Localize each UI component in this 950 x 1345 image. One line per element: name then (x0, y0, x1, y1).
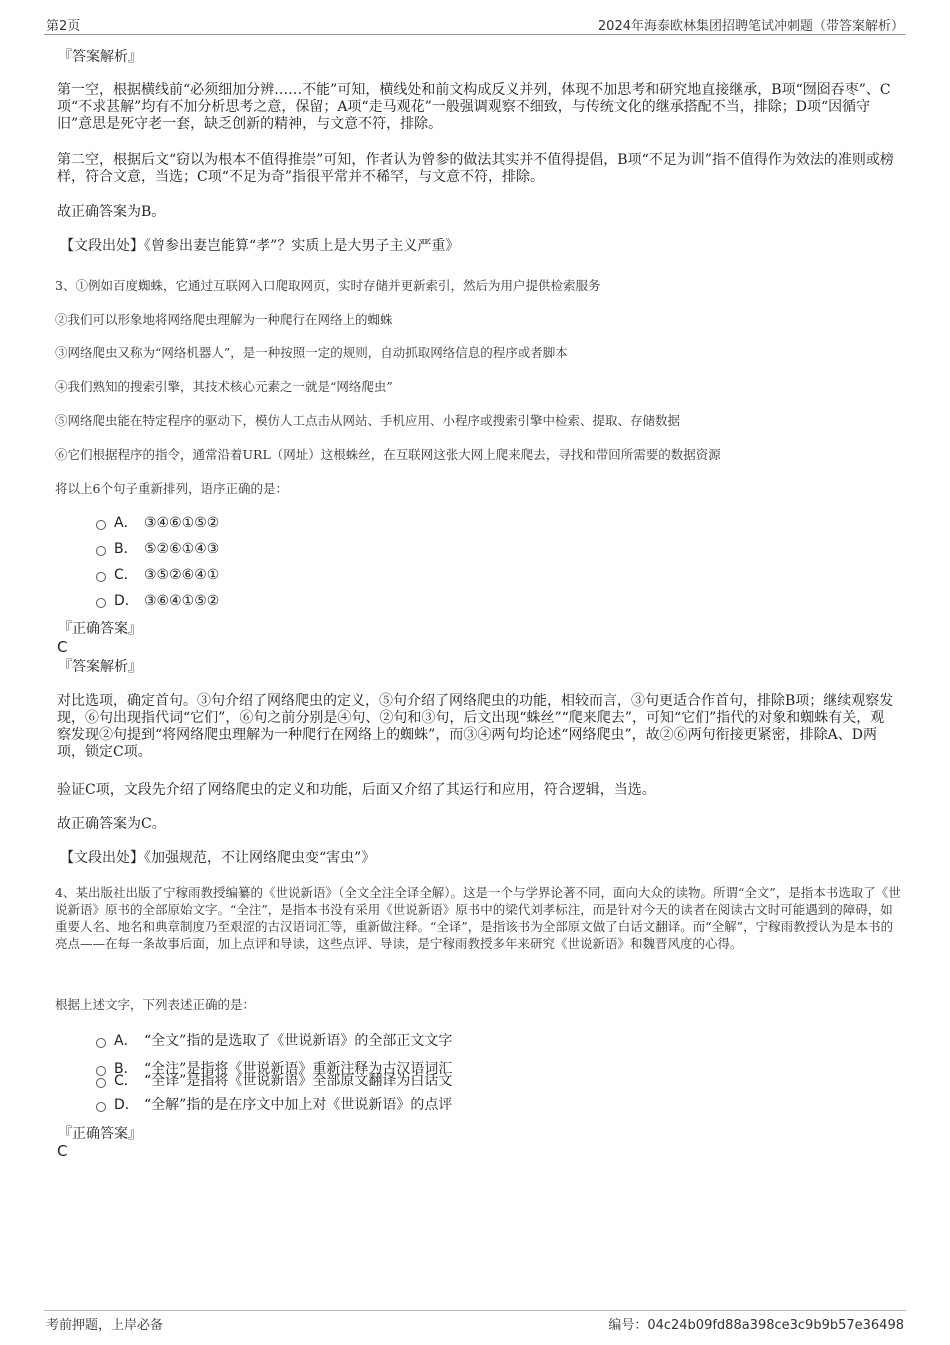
q3-sentence-5: ⑤网络爬虫能在特定程序的驱动下，模仿人工点击从网站、手机应用、小程序或搜索引擎中检索、提取、存储数据 (55, 413, 681, 428)
q3-correct-answer: C (57, 638, 68, 656)
q4-option-c[interactable]: C． “全译”是指将《世说新语》全部原文翻译为白话文 (96, 1072, 452, 1090)
radio-icon[interactable] (96, 546, 106, 556)
q3-analysis-label: 『答案解析』 (58, 659, 142, 675)
q2-analysis-label: 『答案解析』 (58, 49, 142, 65)
q3-sentence-1: 3、①例如百度蜘蛛，它通过互联网入口爬取网页，实时存储并更新索引，然后为用户提供检索服务 (55, 278, 601, 293)
q4-correct-answer: C (57, 1142, 68, 1160)
q3-sentence-6: ⑥它们根据程序的指令，通常沿着URL（网址）这根蛛丝，在互联网这张大网上爬来爬去，寻找和带回所需要的数据资源 (55, 447, 721, 462)
q3-option-a[interactable]: A． ③④⑥①⑤② (96, 514, 219, 532)
q3-prompt: 将以上6个句子重新排列，语序正确的是： (55, 481, 288, 496)
q3-sentence-4: ④我们熟知的搜索引擎，其技术核心元素之一就是“网络爬虫” (55, 379, 393, 394)
q4-passage: 4、某出版社出版了宁稼雨教授编纂的《世说新语》（全文全注全译全解）。这是一个与学界论著不同，面向大众的读物。所谓“全文”，是指本书选取了《世说新语》原书的全部原始文字。“全注”，是指本书没有采用《世说新语》原书中的梁代刘孝标注，而是针对今天的读者在阅读古文时可能遇到的障碍，如重要人名、地名和典章制度乃至艰涩的古汉语词汇等，重新做注释。“全译”，是指该书为全部原文做了白话文翻译。而“全解”，宁稼雨教授认为是本书的亮点——在每一条故事后面，加上点评和导读，这些点评、导读，是宁稼雨教授多年来研究《世说新语》和魏晋风度的心得。 (55, 885, 901, 951)
q4-option-a[interactable]: A． “全文”指的是选取了《世说新语》的全部正文文字 (96, 1032, 452, 1050)
q4-correct-label: 『正确答案』 (58, 1126, 142, 1142)
radio-icon[interactable] (96, 598, 106, 608)
page-header (44, 14, 906, 35)
q3-analysis-para-1: 对比选项，确定首句。③句介绍了网络爬虫的定义，⑤句介绍了网络爬虫的功能，相较而言，③句更适合作首句，排除B项；继续观察发现，⑥句出现指代词“它们”，⑥句之前分别是④句、②句和③句，后文出现“蛛丝”“爬来爬去”，可知“它们”指代的对象和蜘蛛有关，观察发现②句提到“将网络爬虫理解为一种爬行在网络上的蜘蛛”，而③④两句均论述“网络爬虫”，故②⑥两句衔接更紧密，排除A、D两项，锁定C项。 (57, 693, 894, 760)
radio-icon[interactable] (96, 1102, 106, 1112)
q3-option-b[interactable]: B． ⑤②⑥①④③ (96, 540, 219, 558)
radio-icon[interactable] (96, 520, 106, 530)
q3-option-c[interactable]: C． ③⑤②⑥④① (96, 566, 219, 584)
q3-sentence-2: ②我们可以形象地将网络爬虫理解为一种爬行在网络上的蜘蛛 (55, 312, 393, 327)
radio-icon[interactable] (96, 572, 106, 582)
q2-source: 【文段出处】《曾参出妻岂能算“孝”？实质上是大男子主义严重》 (60, 238, 460, 254)
q3-correct-label: 『正确答案』 (58, 621, 142, 637)
radio-icon[interactable] (96, 1078, 106, 1088)
page-number: 第2页 (46, 19, 81, 34)
q4-prompt: 根据上述文字，下列表述正确的是： (55, 997, 256, 1012)
q2-conclusion: 故正确答案为B。 (57, 204, 166, 220)
footer-slogan: 考前押题，上岸必备 (46, 1318, 164, 1333)
radio-icon[interactable] (96, 1038, 106, 1048)
q3-analysis-para-2: 验证C项，文段先介绍了网络爬虫的定义和功能，后面又介绍了其运行和应用，符合逻辑，当选。 (57, 782, 656, 798)
q3-source: 【文段出处】《加强规范，不让网络爬虫变“害虫”》 (60, 850, 376, 866)
q4-option-d[interactable]: D． “全解”指的是在序文中加上对《世说新语》的点评 (96, 1096, 452, 1114)
q4-option-b[interactable]: B． “全注”是指将《世说新语》重新注释为古汉语词汇 (96, 1060, 452, 1078)
q2-analysis-para-1: 第一空，根据横线前“必须细加分辨……不能”可知，横线处和前文构成反义并列，体现不加思考和研究地直接继承，B项“囫囵吞枣”、C项“不求甚解”均有不加分析思考之意，保留；A项“走马观花”一般强调观察不细致，与传统文化的继承搭配不当，排除；D项“因循守旧”意思是死守老一套，缺乏创新的精神，与文意不符，排除。 (57, 82, 891, 132)
page-footer (44, 1310, 906, 1335)
q3-conclusion: 故正确答案为C。 (57, 816, 166, 832)
document-title: 2024年海泰欧林集团招聘笔试冲刺题（带答案解析） (597, 19, 904, 34)
q2-analysis-para-2: 第二空，根据后文“窃以为根本不值得推崇”可知，作者认为曾参的做法其实并不值得提倡，B项“不足为训”指不值得作为效法的准则或榜样，符合文意，当选；C项“不足为奇”指很平常并不稀罕，与文意不符，排除。 (57, 152, 894, 185)
q3-option-d[interactable]: D． ③⑥④①⑤② (96, 592, 219, 610)
footer-serial: 编号：04c24b09fd88a398ce3c9b9b57e36498 (608, 1318, 904, 1333)
q3-sentence-3: ③网络爬虫又称为“网络机器人”，是一种按照一定的规则，自动抓取网络信息的程序或者脚本 (55, 345, 568, 360)
